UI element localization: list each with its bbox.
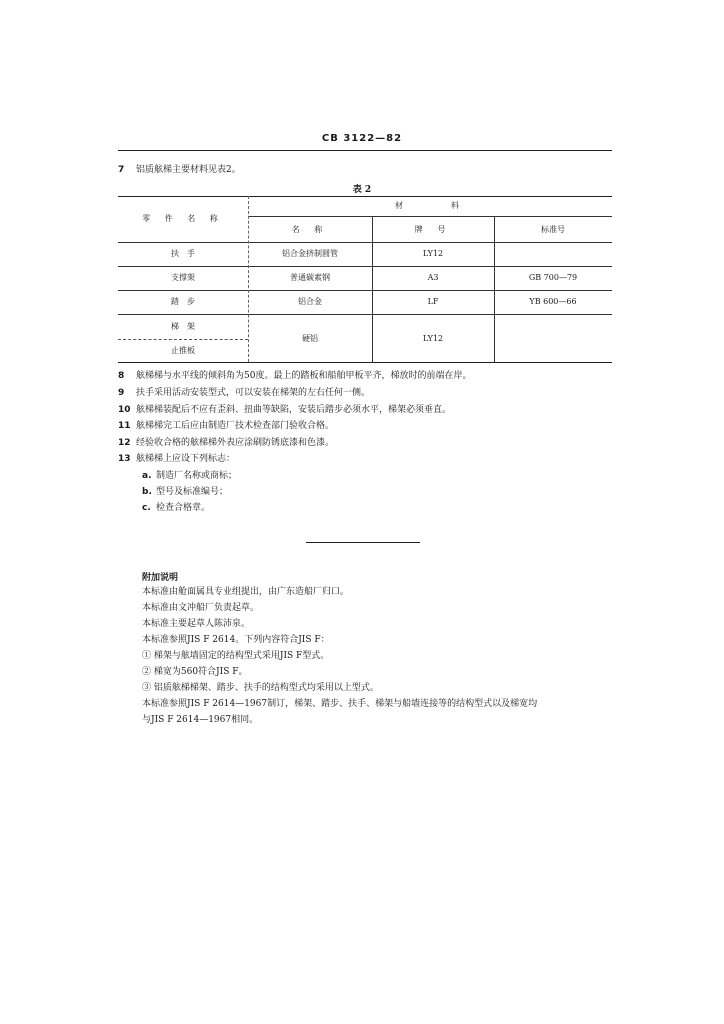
- table-rule: [118, 314, 612, 315]
- clause-text: 扶手采用活动安装型式，可以安装在梯架的左右任何一侧。: [136, 388, 371, 398]
- header-name: 名 称: [291, 225, 329, 234]
- row-name: 硬铝: [302, 334, 318, 343]
- note-line: 本标准由文冲船厂负责起草。: [142, 603, 260, 613]
- notes-title: 附加说明: [142, 573, 179, 583]
- table-rule: [118, 266, 612, 267]
- row-standard: YB 600—66: [529, 297, 577, 306]
- row-grade: LY12: [422, 249, 444, 258]
- clause-number: 9: [118, 388, 125, 398]
- clause-text: 经验收合格的舷梯梯外表应涂刷防锈底漆和色漆。: [136, 438, 335, 448]
- clause-number: 10: [118, 405, 131, 415]
- table-rule: [118, 290, 612, 291]
- row-grade: LY12: [422, 334, 444, 343]
- end-rule: [306, 542, 420, 543]
- mark-text: 型号及标准编号；: [156, 487, 229, 497]
- row-part: 踏 步: [171, 297, 195, 306]
- table-title: 表 2: [352, 185, 372, 195]
- note-line: 本标准参照JIS F 2614—1967制订，梯架、踏步、扶手、梯架与船墙连接等的结构型式以及梯宽均: [142, 699, 538, 709]
- note-line: 本标准由舱面属具专业组提出，由广东造船厂归口。: [142, 587, 350, 597]
- clause-number: 12: [118, 438, 131, 448]
- clause-9: [118, 388, 370, 399]
- header-material: 材 料: [395, 201, 465, 210]
- header-grade: 牌 号: [414, 225, 452, 234]
- clause-text: 舷梯梯上应设下列标志：: [136, 454, 236, 464]
- row-part: 梯 架: [171, 322, 195, 331]
- note-line: ① 梯架与舷墙固定的结构型式采用JIS F型式。: [142, 651, 330, 661]
- row-part: 止推板: [171, 346, 195, 355]
- materials-table: [118, 196, 612, 364]
- row-name: 普通碳素钢: [290, 273, 330, 282]
- mark-letter: c.: [142, 503, 151, 513]
- mark-item-b: [142, 487, 228, 498]
- table-column-rule: [494, 216, 495, 362]
- header-standard: 标准号: [541, 225, 565, 234]
- clause-number: 8: [118, 371, 125, 381]
- note-line: ② 梯宽为560符合JIS F。: [142, 667, 248, 677]
- note-line: 与JIS F 2614—1967相同。: [142, 715, 259, 725]
- mark-item-c: [142, 503, 210, 514]
- table-header-rule: [118, 242, 612, 243]
- clause-10: [118, 405, 451, 416]
- mark-text: 检查合格章。: [156, 503, 211, 513]
- clause-number: 11: [118, 421, 131, 431]
- mark-item-a: [142, 471, 237, 482]
- note-line: ③ 铝质舷梯梯架、踏步、扶手的结构型式均采用以上型式。: [142, 683, 379, 693]
- table-top-rule: [118, 196, 612, 197]
- row-part: 扶 手: [171, 249, 195, 258]
- note-line: 本标准参照JIS F 2614。下列内容符合JIS F：: [142, 635, 330, 645]
- standard-code: CB 3122—82: [321, 133, 403, 144]
- table-bottom-rule: [118, 362, 612, 363]
- row-name: 铝合金挤制圆管: [282, 249, 338, 258]
- mark-letter: b.: [142, 487, 152, 497]
- header-rule: [118, 150, 612, 151]
- note-line: 本标准主要起草人陈沛泉。: [142, 619, 251, 629]
- row-grade: A3: [427, 273, 439, 282]
- clause-12: [118, 438, 334, 449]
- row-standard: GB 700—79: [528, 273, 578, 282]
- header-part-name: 零 件 名 称: [142, 214, 224, 223]
- row-part: 支撑架: [171, 273, 195, 282]
- clause-text: 舷梯梯完工后应由制造厂技术检查部门验收合格。: [136, 421, 335, 431]
- row-grade: LF: [427, 297, 439, 306]
- clause-8: [118, 371, 471, 382]
- table-dashed-rule: [118, 339, 248, 340]
- clause-11: [118, 421, 334, 432]
- mark-letter: a.: [142, 471, 152, 481]
- clause-13: [118, 454, 235, 465]
- mark-text: 制造厂名称或商标；: [156, 471, 238, 481]
- table-rule: [248, 216, 612, 217]
- clause-number: 7: [118, 165, 125, 175]
- clause-number: 13: [118, 454, 131, 464]
- clause-text: 舷梯梯装配后不应有歪斜、扭曲等缺陷，安装后踏步必须水平，梯架必须垂直。: [136, 405, 452, 415]
- clause-text: 铝质舷梯主要材料见表2。: [136, 165, 241, 175]
- clause-text: 舷梯梯与水平线的倾斜角为50度。最上的踏板和船舶甲板平齐，梯放时的前端在岸。: [136, 371, 472, 381]
- clause-7: [118, 165, 241, 176]
- row-name: 铝合金: [298, 297, 322, 306]
